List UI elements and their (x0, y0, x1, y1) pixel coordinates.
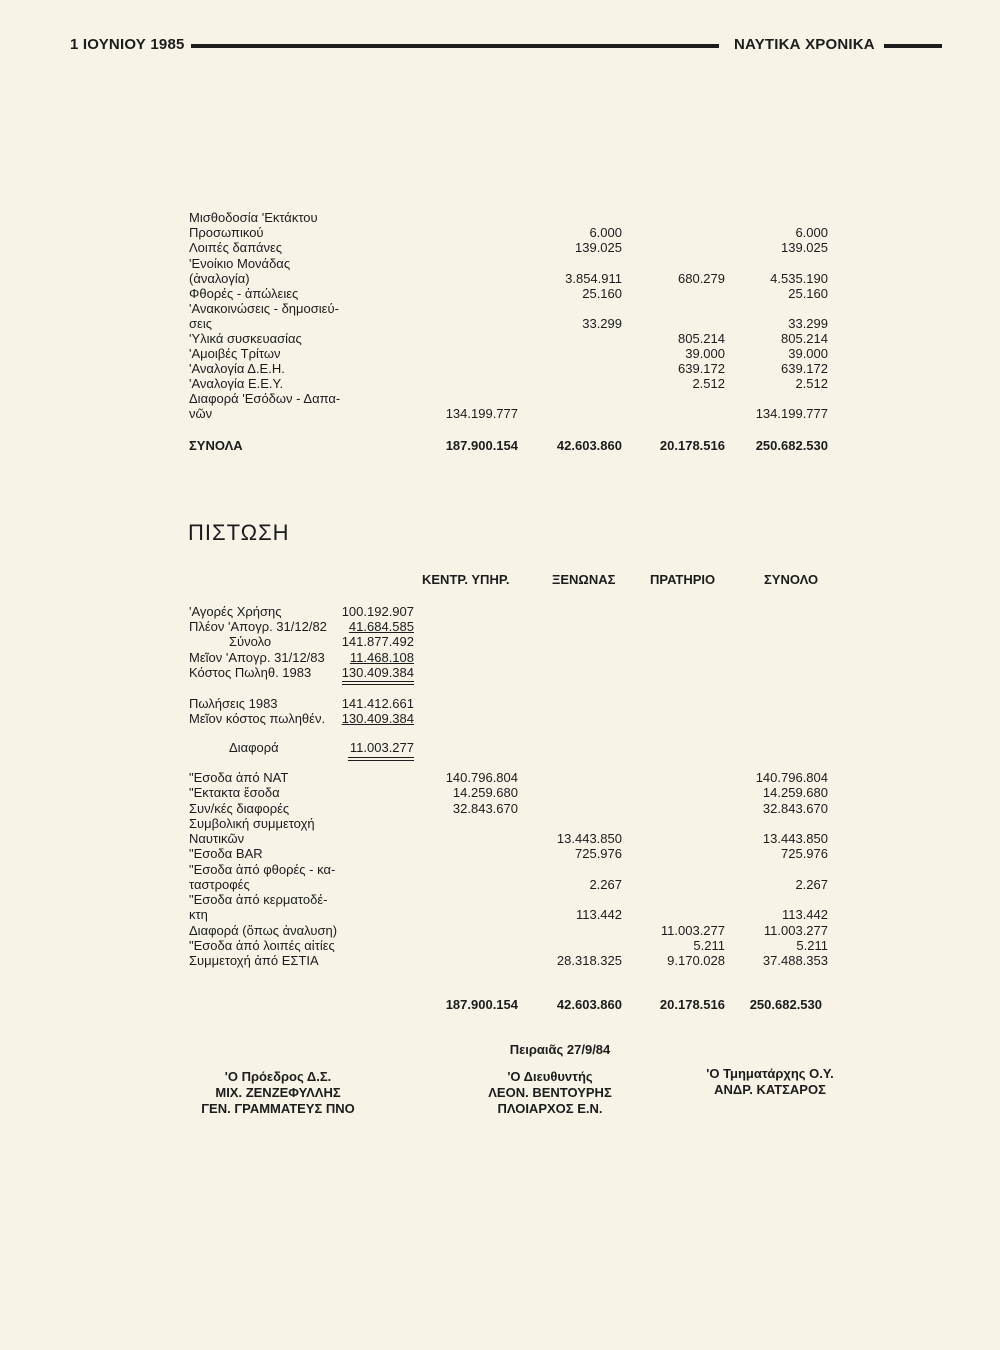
total-value: 39.000 (788, 346, 828, 361)
total-value: 32.843.670 (762, 801, 828, 816)
row-label: "Εσοδα ἀπό φθορές - κα- (189, 862, 336, 877)
calc-value: 130.409.384 (341, 711, 414, 726)
double-underline (342, 681, 414, 685)
store-value: 805.214 (678, 331, 725, 346)
hostel-value: 28.318.325 (556, 953, 622, 968)
store-total: 20.178.516 (659, 997, 725, 1012)
grand-total: 250.682.530 (755, 438, 828, 453)
store-value: 5.211 (693, 938, 725, 953)
grand-total: 250.682.530 (749, 997, 822, 1012)
row-label: Διαφορά 'Εσόδων - Δαπα- (189, 391, 341, 406)
row-label: "Εκτακτα ἔσοδα (189, 785, 280, 800)
row-label: "Εσοδα ἀπό ΝΑΤ (189, 770, 289, 785)
row-label: 'Αναλογία Ε.Ε.Υ. (189, 376, 284, 391)
header-rule-right (884, 44, 942, 48)
total-value: 139.025 (781, 240, 828, 255)
calc-row (0, 650, 1000, 666)
calc-row (0, 740, 1000, 756)
table-row (0, 376, 1000, 392)
signature-title: 'Ο Τμηματάρχης Ο.Υ. (706, 1066, 834, 1081)
row-label: Ναυτικῶν (189, 831, 245, 846)
row-label: 'Αμοιβές Τρίτων (189, 346, 281, 361)
table-row (0, 892, 1000, 908)
totals-row (0, 438, 1000, 454)
table-row (0, 361, 1000, 377)
row-label: 'Υλικά συσκευασίας (189, 331, 302, 346)
calc-value: 41.684.585 (348, 619, 414, 634)
row-label: Λοιπές δαπάνες (189, 240, 283, 255)
store-total: 20.178.516 (659, 438, 725, 453)
table-row (0, 953, 1000, 969)
signature-right (690, 1066, 850, 1098)
central-value: 134.199.777 (445, 406, 518, 421)
signature-center (450, 1069, 650, 1117)
table-row (0, 316, 1000, 332)
table-row (0, 240, 1000, 256)
row-label: νῶν (189, 406, 213, 421)
signature-title: 'Ο Διευθυντής (507, 1069, 593, 1084)
table-row (0, 770, 1000, 786)
table-row (0, 831, 1000, 847)
row-label: (ἀναλογία) (189, 271, 250, 286)
table-row (0, 225, 1000, 241)
central-total: 187.900.154 (445, 997, 518, 1012)
signature-left (168, 1069, 388, 1117)
hostel-value: 139.025 (575, 240, 622, 255)
row-label: Συν/κές διαφορές (189, 801, 290, 816)
total-value: 725.976 (781, 846, 828, 861)
total-value: 11.003.277 (763, 923, 828, 938)
hostel-value: 113.442 (575, 907, 622, 922)
total-value: 6.000 (795, 225, 828, 240)
calc-value: 11.468.108 (349, 650, 414, 665)
table-row (0, 346, 1000, 362)
double-underline (348, 757, 414, 761)
table-row (0, 286, 1000, 302)
signature-role: ΠΛΟΙΑΡΧΟΣ Ε.Ν. (497, 1101, 603, 1116)
calc-value: 11.003.277 (349, 740, 414, 755)
publication-title: ΝΑΥΤΙΚΑ ΧΡΟΝΙΚΑ (734, 36, 875, 53)
row-label: Συμμετοχή ἀπό ΕΣΤΙΑ (189, 953, 319, 968)
store-value: 2.512 (692, 376, 725, 391)
total-value: 13.443.850 (762, 831, 828, 846)
table-row (0, 256, 1000, 272)
calc-row (0, 619, 1000, 635)
calc-value: 141.877.492 (341, 634, 414, 649)
total-value: 113.442 (781, 907, 828, 922)
table-row (0, 406, 1000, 422)
total-value: 25.160 (788, 286, 828, 301)
hostel-value: 3.854.911 (565, 271, 622, 286)
column-header-central: ΚΕΝΤΡ. ΥΠΗΡ. (422, 572, 510, 587)
table-row (0, 923, 1000, 939)
calc-row (0, 604, 1000, 620)
row-label: 'Αναλογία Δ.Ε.Η. (189, 361, 285, 376)
calc-label: Πωλήσεις 1983 (189, 696, 278, 711)
total-value: 5.211 (796, 938, 828, 953)
table-row (0, 331, 1000, 347)
store-value: 39.000 (685, 346, 725, 361)
row-label: "Εσοδα ἀπό λοιπές αἰτίες (189, 938, 335, 953)
table-row (0, 938, 1000, 954)
row-label: ταστροφές (189, 877, 250, 892)
table-row (0, 391, 1000, 407)
central-value: 140.796.804 (445, 770, 518, 785)
calc-label: Μεῖον κόστος πωληθέν. (189, 711, 326, 726)
row-label: "Εσοδα BAR (189, 846, 263, 861)
total-value: 2.267 (795, 877, 828, 892)
total-value: 37.488.353 (762, 953, 828, 968)
total-value: 14.259.680 (762, 785, 828, 800)
row-label: Μισθοδοσία 'Εκτάκτου (189, 210, 318, 225)
table-row (0, 271, 1000, 287)
calc-label: Σύνολο (229, 634, 272, 649)
signature-name: ΑΝΔΡ. ΚΑΤΣΑΡΟΣ (714, 1082, 826, 1097)
column-header-total: ΣΥΝΟΛΟ (764, 572, 819, 587)
table-row (0, 877, 1000, 893)
column-header-hostel: ΞΕΝΩΝΑΣ (552, 572, 616, 587)
calc-value: 130.409.384 (341, 665, 414, 680)
row-label: Προσωπικού (189, 225, 264, 240)
hostel-total: 42.603.860 (556, 438, 622, 453)
calc-label: Διαφορά (229, 740, 279, 755)
table-row (0, 210, 1000, 226)
table-row (0, 907, 1000, 923)
page-date: 1 ΙΟΥΝΙΟΥ 1985 (70, 36, 185, 53)
calc-row (0, 696, 1000, 712)
row-label: Διαφορά (ὅπως ἀναλυση) (189, 923, 338, 938)
table-row (0, 801, 1000, 817)
calc-row (0, 711, 1000, 727)
hostel-value: 725.976 (575, 846, 622, 861)
row-label: 'Ενοίκιο Μονάδας (189, 256, 291, 271)
calc-row (0, 634, 1000, 650)
row-label: 'Ανακοινώσεις - δημοσιεύ- (189, 301, 339, 316)
store-value: 9.170.028 (667, 953, 725, 968)
total-value: 639.172 (781, 361, 828, 376)
calc-label: 'Αγορές Χρήσης (189, 604, 282, 619)
header-rule-left (191, 44, 719, 48)
table-row (0, 785, 1000, 801)
hostel-value: 33.299 (582, 316, 622, 331)
total-value: 805.214 (781, 331, 828, 346)
hostel-value: 6.000 (589, 225, 622, 240)
column-header-store: ΠΡΑΤΗΡΙΟ (650, 572, 716, 587)
place-date: Πειραιᾶς 27/9/84 (509, 1042, 611, 1057)
calc-row (0, 665, 1000, 681)
calc-value: 100.192.907 (341, 604, 414, 619)
hostel-value: 25.160 (582, 286, 622, 301)
calc-label: Μεῖον 'Απογρ. 31/12/83 (189, 650, 325, 665)
calc-label: Κόστος Πωληθ. 1983 (189, 665, 312, 680)
credit-title: ΠΙΣΤΩΣΗ (188, 520, 290, 545)
central-total: 187.900.154 (445, 438, 518, 453)
signature-name: ΛΕΟΝ. ΒΕΝΤΟΥΡΗΣ (488, 1085, 612, 1100)
store-value: 639.172 (678, 361, 725, 376)
totals-row (0, 997, 1000, 1013)
calc-label: Πλέον 'Απογρ. 31/12/82 (189, 619, 327, 634)
hostel-value: 13.443.850 (556, 831, 622, 846)
row-label: κτη (189, 907, 208, 922)
total-value: 140.796.804 (755, 770, 828, 785)
row-label: σεις (189, 316, 212, 331)
row-label: Φθορές - ἀπώλειες (189, 286, 299, 301)
central-value: 32.843.670 (452, 801, 518, 816)
table-row (0, 816, 1000, 832)
row-label: Συμβολική συμμετοχή (189, 816, 315, 831)
table-row (0, 862, 1000, 878)
totals-label: ΣΥΝΟΛΑ (189, 438, 243, 453)
table-row (0, 301, 1000, 317)
calc-value: 141.412.661 (341, 696, 414, 711)
hostel-total: 42.603.860 (556, 997, 622, 1012)
row-label: "Εσοδα ἀπό κερματοδέ- (189, 892, 328, 907)
store-value: 680.279 (678, 271, 725, 286)
store-value: 11.003.277 (660, 923, 725, 938)
table-row (0, 846, 1000, 862)
hostel-value: 2.267 (589, 877, 622, 892)
signature-role: ΓΕΝ. ΓΡΑΜΜΑΤΕΥΣ ΠΝΟ (201, 1101, 355, 1116)
total-value: 33.299 (788, 316, 828, 331)
total-value: 134.199.777 (755, 406, 828, 421)
total-value: 4.535.190 (770, 271, 828, 286)
signature-name: ΜΙΧ. ΖΕΝΖΕΦΥΛΛΗΣ (215, 1085, 341, 1100)
total-value: 2.512 (795, 376, 828, 391)
signature-title: 'Ο Πρόεδρος Δ.Σ. (224, 1069, 332, 1084)
central-value: 14.259.680 (452, 785, 518, 800)
